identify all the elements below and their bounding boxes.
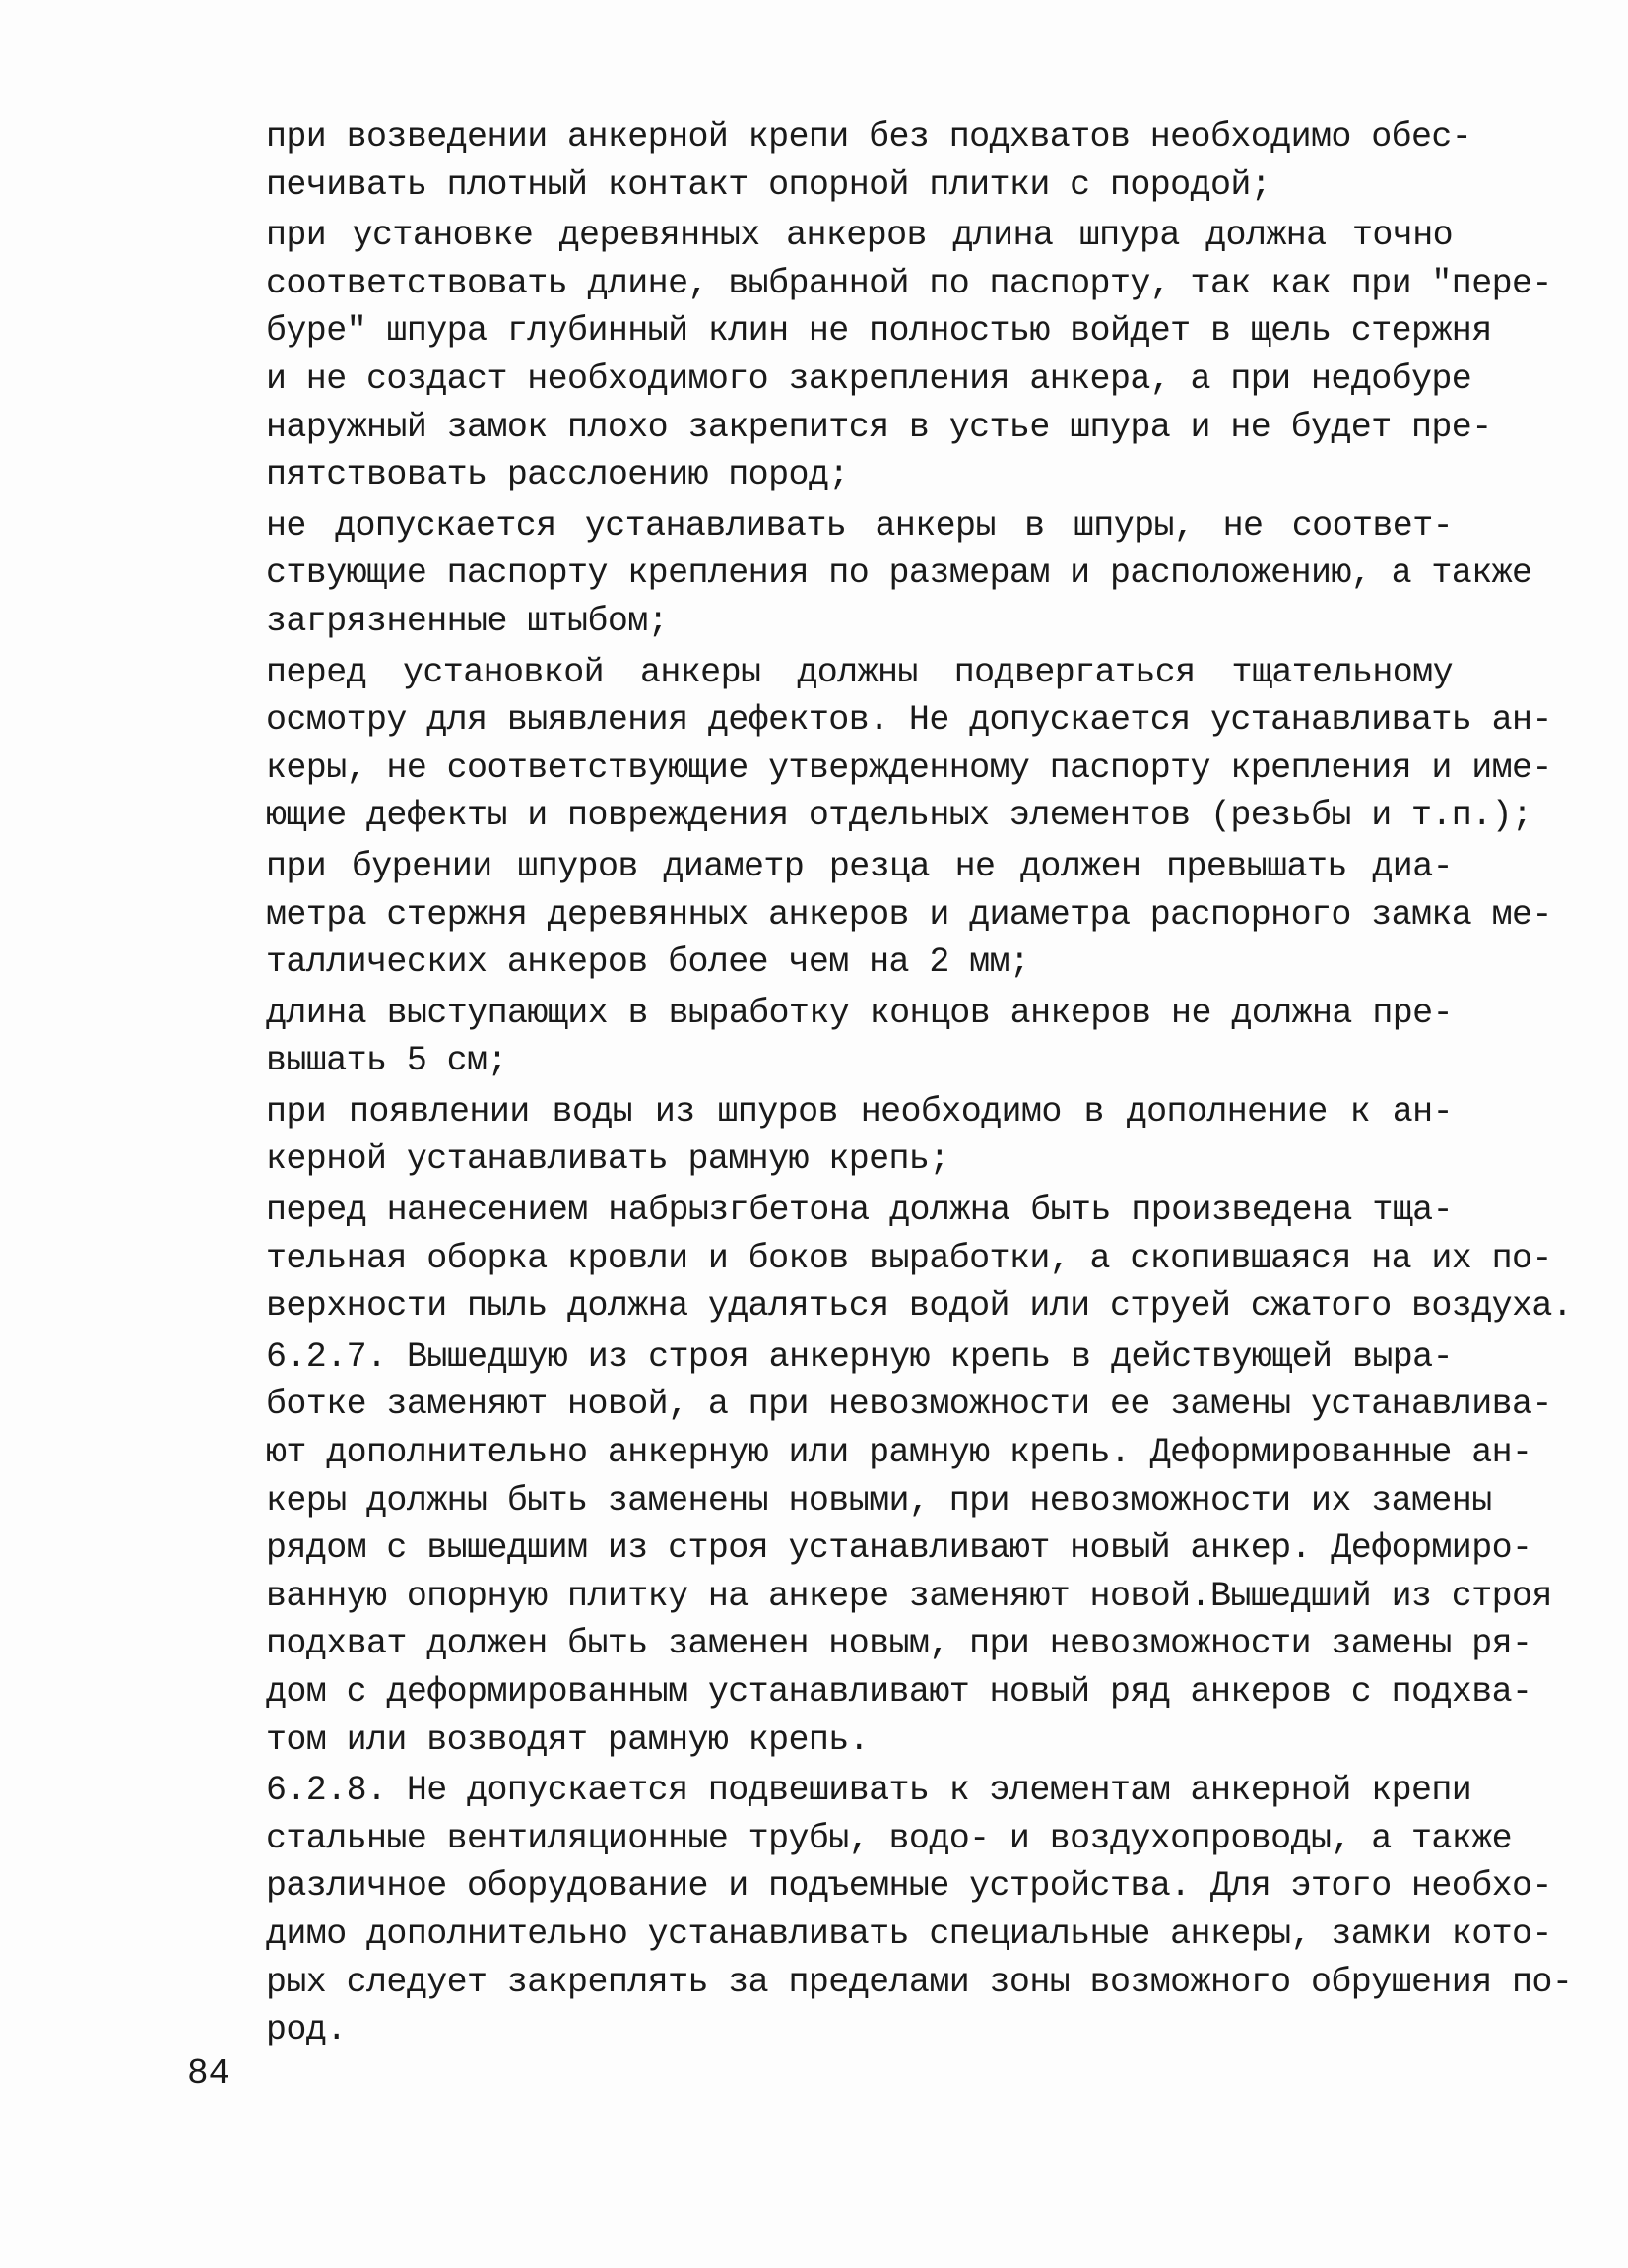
- text-line: керы должны быть заменены новыми, при невозможности их замены: [266, 1480, 1492, 1521]
- paragraph: [187, 502, 1532, 646]
- paragraph: [187, 212, 1552, 499]
- text-line: при возведении анкерной крепи без подхватов необходимо обес-: [266, 117, 1472, 157]
- text-line: верхности пыль должна удаляться водой или струей сжатого воздуха.: [266, 1286, 1573, 1327]
- text-line: ботке заменяют новой, а при невозможности ее замены устанавлива-: [266, 1385, 1552, 1425]
- page-number: 84: [187, 2053, 230, 2094]
- text-line: род.: [266, 2010, 347, 2050]
- text-line: керы, не соответствующие утвержденному паспорту крепления и име-: [266, 747, 1552, 788]
- text-line: ствующие паспорту крепления по размерам и расположению, а также: [266, 553, 1532, 594]
- text-line: различное оборудование и подъемные устройства. Для этого необхо-: [266, 1866, 1552, 1907]
- paragraph: [187, 1333, 1552, 1764]
- text-line: метра стержня деревянных анкеров и диаметра распорного замка ме-: [266, 894, 1552, 935]
- text-line: буре" шпура глубинный клин не полностью войдет в щель стержня: [266, 311, 1492, 352]
- paragraph: [187, 843, 1552, 987]
- text-line: рядом с вышедшим из строя устанавливают новый анкер. Деформиро-: [266, 1528, 1532, 1569]
- text-line: при установке деревянных анкеров длина шпура должна точно: [266, 216, 1453, 256]
- text-line: димо дополнительно устанавливать специальные анкеры, замки кото-: [266, 1913, 1552, 1954]
- text-line: 6.2.8. Не допускается подвешивать к элементам анкерной крепи: [266, 1771, 1472, 1811]
- text-line: таллических анкеров более чем на 2 мм;: [266, 942, 1030, 983]
- text-line: ванную опорную плитку на анкере заменяют новой.Вышедший из строя: [266, 1576, 1552, 1616]
- text-line: перед установкой анкеры должны подвергаться тщательному: [266, 652, 1453, 692]
- text-line: при бурении шпуров диаметр резца не должен превышать диа-: [266, 846, 1453, 886]
- text-line: дом с деформированным устанавливают новый ряд анкеров с подхва-: [266, 1672, 1532, 1712]
- text-line: стальные вентиляционные трубы, водо- и воздухопроводы, а также: [266, 1818, 1513, 1858]
- text-line: тельная оборка кровли и боков выработки, а скопившаяся на их по-: [266, 1238, 1552, 1278]
- paragraph: [187, 113, 1472, 209]
- text-line: рых следует закреплять за пределами зоны возможного обрушения по-: [266, 1962, 1573, 2002]
- text-line: том или возводят рамную крепь.: [266, 1719, 870, 1760]
- text-line: соответствовать длине, выбранной по паспорту, так как при "пере-: [266, 263, 1552, 303]
- text-line: не допускается устанавливать анкеры в шпуры, не соответ-: [266, 505, 1453, 546]
- text-line: пятствовать расслоению пород;: [266, 455, 849, 495]
- paragraph: [187, 1187, 1573, 1330]
- text-line: наружный замок плохо закрепится в устье шпура и не будет пре-: [266, 407, 1492, 447]
- paragraph: [187, 649, 1552, 840]
- text-line: 6.2.7. Вышедшую из строя анкерную крепь в действующей выра-: [266, 1336, 1453, 1377]
- text-line: ют дополнительно анкерную или рамную крепь. Деформированные ан-: [266, 1433, 1532, 1473]
- text-line: длина выступающих в выработку концов анкеров не должна пре-: [266, 993, 1453, 1033]
- text-line: ющие дефекты и повреждения отдельных элементов (резьбы и т.п.);: [266, 796, 1532, 836]
- paragraph: [187, 1767, 1573, 2054]
- body-text: [187, 113, 1573, 2057]
- text-line: вышать 5 см;: [266, 1041, 507, 1081]
- text-line: перед нанесением набрызгбетона должна быть произведена тща-: [266, 1191, 1453, 1231]
- text-line: и не создаст необходимого закрепления анкера, а при недобуре: [266, 358, 1472, 399]
- paragraph: [187, 990, 1453, 1085]
- text-line: керной устанавливать рамную крепь;: [266, 1139, 949, 1180]
- text-line: подхват должен быть заменен новым, при невозможности замены ря-: [266, 1624, 1532, 1664]
- paragraph: [187, 1088, 1453, 1184]
- text-line: печивать плотный контакт опорной плитки с породой;: [266, 164, 1271, 205]
- text-line: загрязненные штыбом;: [266, 601, 669, 641]
- text-line: осмотру для выявления дефектов. Не допускается устанавливать ан-: [266, 700, 1552, 741]
- text-line: при появлении воды из шпуров необходимо в дополнение к ан-: [266, 1091, 1453, 1132]
